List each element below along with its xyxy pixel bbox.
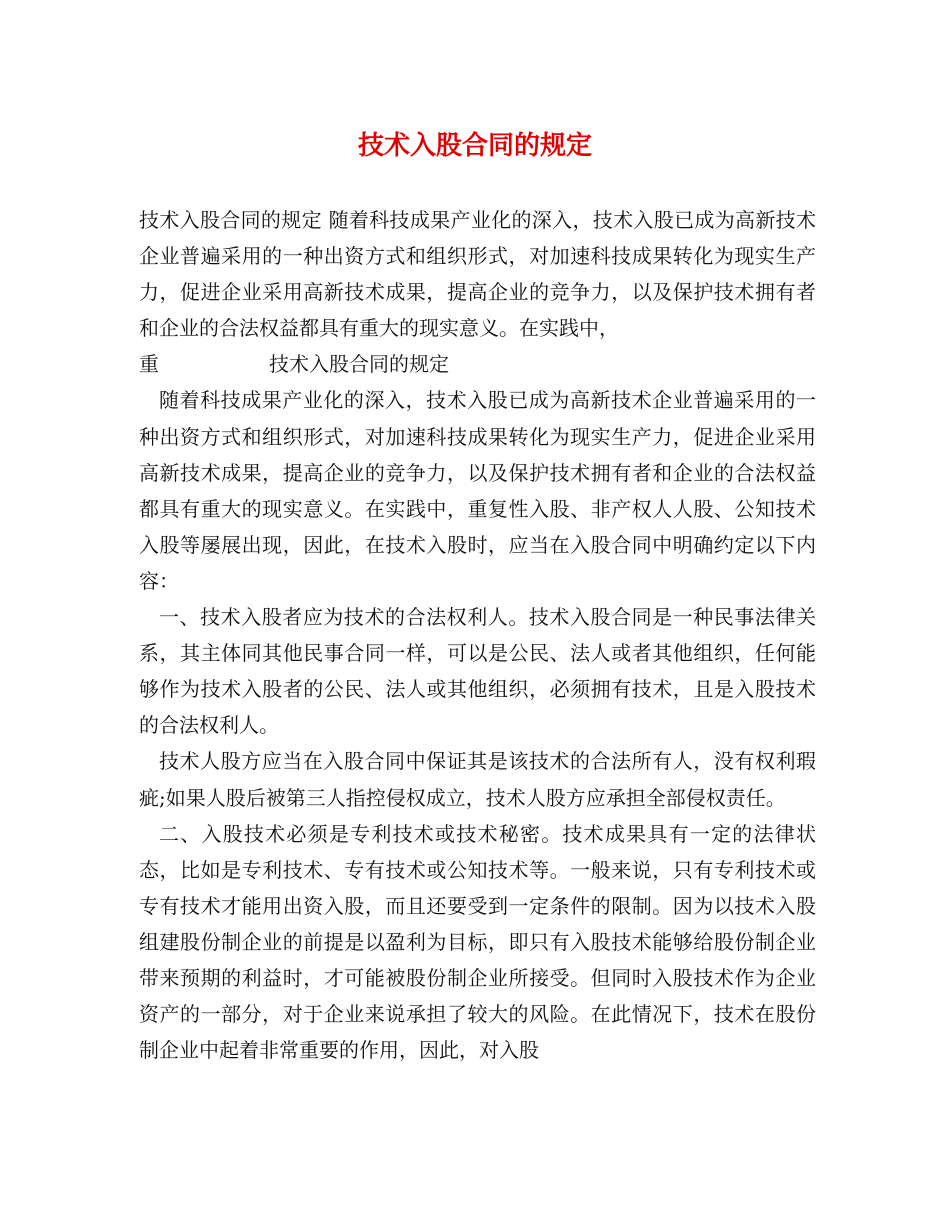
document-title: 技术入股合同的规定 [357,131,592,161]
paragraph-3: 技术人股方应当在入股合同中保证其是该技术的合法所有人，没有权利瑕疵;如果人股后被第三人指控侵权成立，技术人股方应承担全部侵权责任。 [139,749,816,810]
paragraph-1: 随着科技成果产业化的深入，技术入股已成为高新技术企业普遍采用的一种出资方式和组织形式，对加速科技成果转化为现实生产力，促进企业采用高新技术成果，提高企业的竞争力，以及保护技术拥有者和企业的合法权益都具有重大的现实意义。在实践中，重复性入股、非产权人人股、公知技术入股等屡展出现，因此，在技术入股时，应当在入股合同中明确约定以下内容： [139,388,816,593]
intro-paragraph: 技术入股合同的规定 随着科技成果产业化的深入，技术入股已成为高新技术企业普遍采用的一种出资方式和组织形式，对加速科技成果转化为现实生产力，促进企业采用高新技术成果，提高企业的竞争力，以及保护技术拥有者和企业的合法权益都具有重大的现实意义。在实践中， [139,208,816,341]
intro-tail-line [139,346,816,382]
intro-tail-left: 重 [139,352,159,377]
document-body [139,202,816,1068]
paragraph-4: 二、入股技术必须是专利技术或技术秘密。技术成果具有一定的法律状态，比如是专利技术、专有技术或公知技术等。一般来说，只有专利技术或专有技术才能用出资入股，而且还要受到一定条件的限制。因为以技术入股组建股份制企业的前提是以盈利为目标，即只有入股技术能够给股份制企业带来预期的利益时，才可能被股份制企业所接受。但同时入股技术作为企业资产的一部分，对于企业来说承担了较大的风险。在此情况下，技术在股份制企业中起着非常重要的作用，因此，对入股 [139,821,816,1063]
intro-tail-right: 技术入股合同的规定 [269,352,449,377]
paragraph-2: 一、技术入股者应为技术的合法权利人。技术入股合同是一种民事法律关系，其主体同其他民事合同一样，可以是公民、法人或者其他组织，任何能够作为技术入股者的公民、法人或其他组织，必须拥有技术，且是入股技术的合法权利人。 [139,605,816,738]
